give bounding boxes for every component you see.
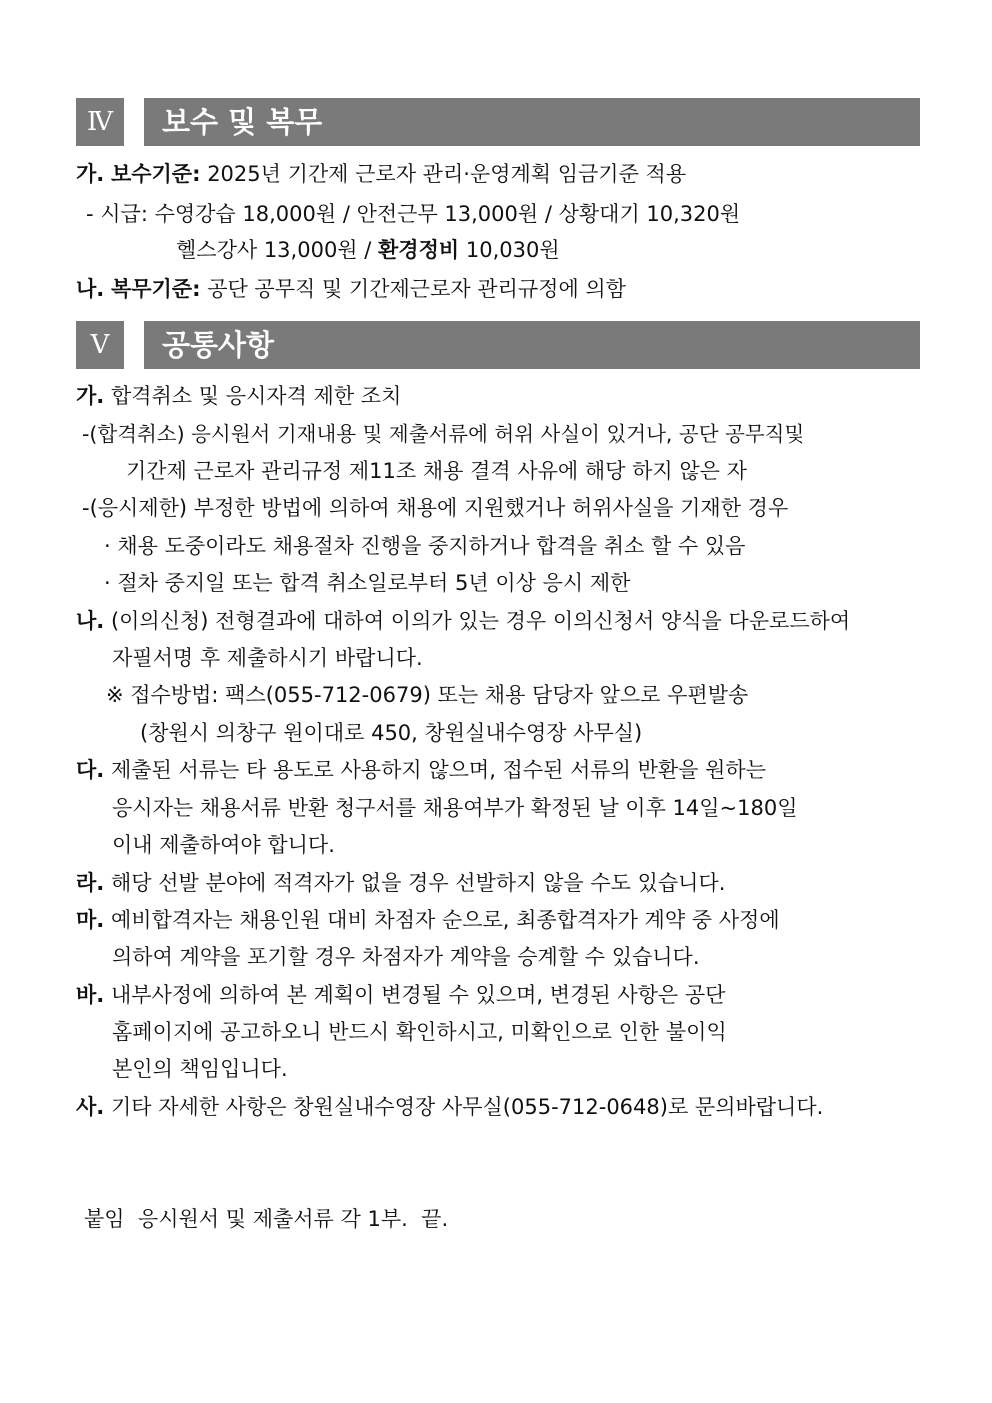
item-ba-line-1: 내부사정에 의하여 본 계획이 변경될 수 있으며, 변경된 사항은 공단 <box>110 983 726 1007</box>
item-ba-line-2: 홈페이지에 공고하오니 반드시 확인하시고, 미확인으로 인한 불이익 <box>112 1020 727 1044</box>
item-ra-marker: 라. <box>76 871 105 895</box>
duty-text: 공단 공무직 및 기간제근로자 관리규정에 의함 <box>207 277 626 301</box>
item-na-line-4: (창원시 의창구 원이대로 450, 창원실내수영장 사무실) <box>140 721 643 745</box>
item-ma-line-1: 예비합격자는 채용인원 대비 차점자 순으로, 최종합격자가 계약 중 사정에 <box>110 908 780 932</box>
item-sa-line-1: 기타 자세한 사항은 창원실내수영장 사무실(055-712-0648)로 문의바랍니다. <box>110 1095 824 1119</box>
item-ga-line-4: -(응시제한) 부정한 방법에 의하여 채용에 지원했거나 허위사실을 기재한 경우 <box>82 496 789 520</box>
section-4-numeral: Ⅳ <box>76 98 124 146</box>
item-ga-line-6: · 절차 중지일 또는 합격 취소일로부터 5년 이상 응시 제한 <box>104 571 631 595</box>
item-da-line-2: 응시자는 채용서류 반환 청구서를 채용여부가 확정된 날 이후 14일~180일 <box>112 796 798 820</box>
item-sa <box>76 1092 823 1122</box>
item-na-line-2: 자필서명 후 제출하시기 바랍니다. <box>112 646 423 670</box>
item-na <box>76 606 850 636</box>
item-ma <box>76 905 780 935</box>
item-ga-line-5: · 채용 도중이라도 채용절차 진행을 중지하거나 합격을 취소 할 수 있음 <box>104 534 746 558</box>
item-ba-marker: 바. <box>76 983 105 1007</box>
item-ma-line-2: 의하여 계약을 포기할 경우 차점자가 계약을 승계할 수 있습니다. <box>112 945 700 969</box>
pay-label: 보수기준: <box>110 162 201 186</box>
item-ga-text: 합격취소 및 응시자격 제한 조치 <box>110 384 402 408</box>
item-da <box>76 755 766 785</box>
item-na-line-1: (이의신청) 전형결과에 대하여 이의가 있는 경우 이의신청서 양식을 다운로드하여 <box>110 609 851 633</box>
duty-marker: 나. <box>76 277 105 301</box>
hourly-wage-line-2 <box>176 235 560 265</box>
item-na-line-3: ※ 접수방법: 팩스(055-712-0679) 또는 채용 담당자 앞으로 우편발송 <box>106 683 749 707</box>
item-ba <box>76 980 725 1010</box>
section-5-numeral: Ⅴ <box>76 321 124 369</box>
pay-standard <box>76 159 686 189</box>
item-ga <box>76 381 401 411</box>
item-ba-line-3: 본인의 책임입니다. <box>112 1057 288 1081</box>
item-ga-line-2: -(합격취소) 응시원서 기재내용 및 제출서류에 허위 사실이 있거나, 공단 공무직및 <box>82 422 805 446</box>
item-ra <box>76 868 725 898</box>
item-da-line-1: 제출된 서류는 타 용도로 사용하지 않으며, 접수된 서류의 반환을 원하는 <box>110 758 766 782</box>
hourly-wage-env: 환경정비 <box>378 238 460 262</box>
section-5-title: 공통사항 <box>144 321 920 369</box>
duty-label: 복무기준: <box>110 277 201 301</box>
hourly-wage-line-2c: 10,030원 <box>459 238 560 262</box>
duty-standard <box>76 274 626 304</box>
item-na-marker: 나. <box>76 609 105 633</box>
hourly-wage-line-2a: 헬스강사 13,000원 / <box>176 238 379 262</box>
item-ra-line-1: 해당 선발 분야에 적격자가 없을 경우 선발하지 않을 수도 있습니다. <box>110 871 726 895</box>
item-da-marker: 다. <box>76 758 105 782</box>
item-da-line-3: 이내 제출하여야 합니다. <box>112 833 335 857</box>
item-ma-marker: 마. <box>76 908 105 932</box>
pay-marker: 가. <box>76 162 105 186</box>
item-sa-marker: 사. <box>76 1095 105 1119</box>
pay-text: 2025년 기간제 근로자 관리·운영계획 임금기준 적용 <box>207 162 687 186</box>
hourly-wage-line-1: - 시급: 수영강습 18,000원 / 안전근무 13,000원 / 상황대기 10,320원 <box>86 202 741 226</box>
section-4-title: 보수 및 복무 <box>144 98 920 146</box>
attachment-note: 붙임 응시원서 및 제출서류 각 1부. 끝. <box>84 1207 449 1231</box>
item-ga-line-3: 기간제 근로자 관리규정 제11조 채용 결격 사유에 해당 하지 않은 자 <box>126 459 747 483</box>
item-ga-marker: 가. <box>76 384 105 408</box>
